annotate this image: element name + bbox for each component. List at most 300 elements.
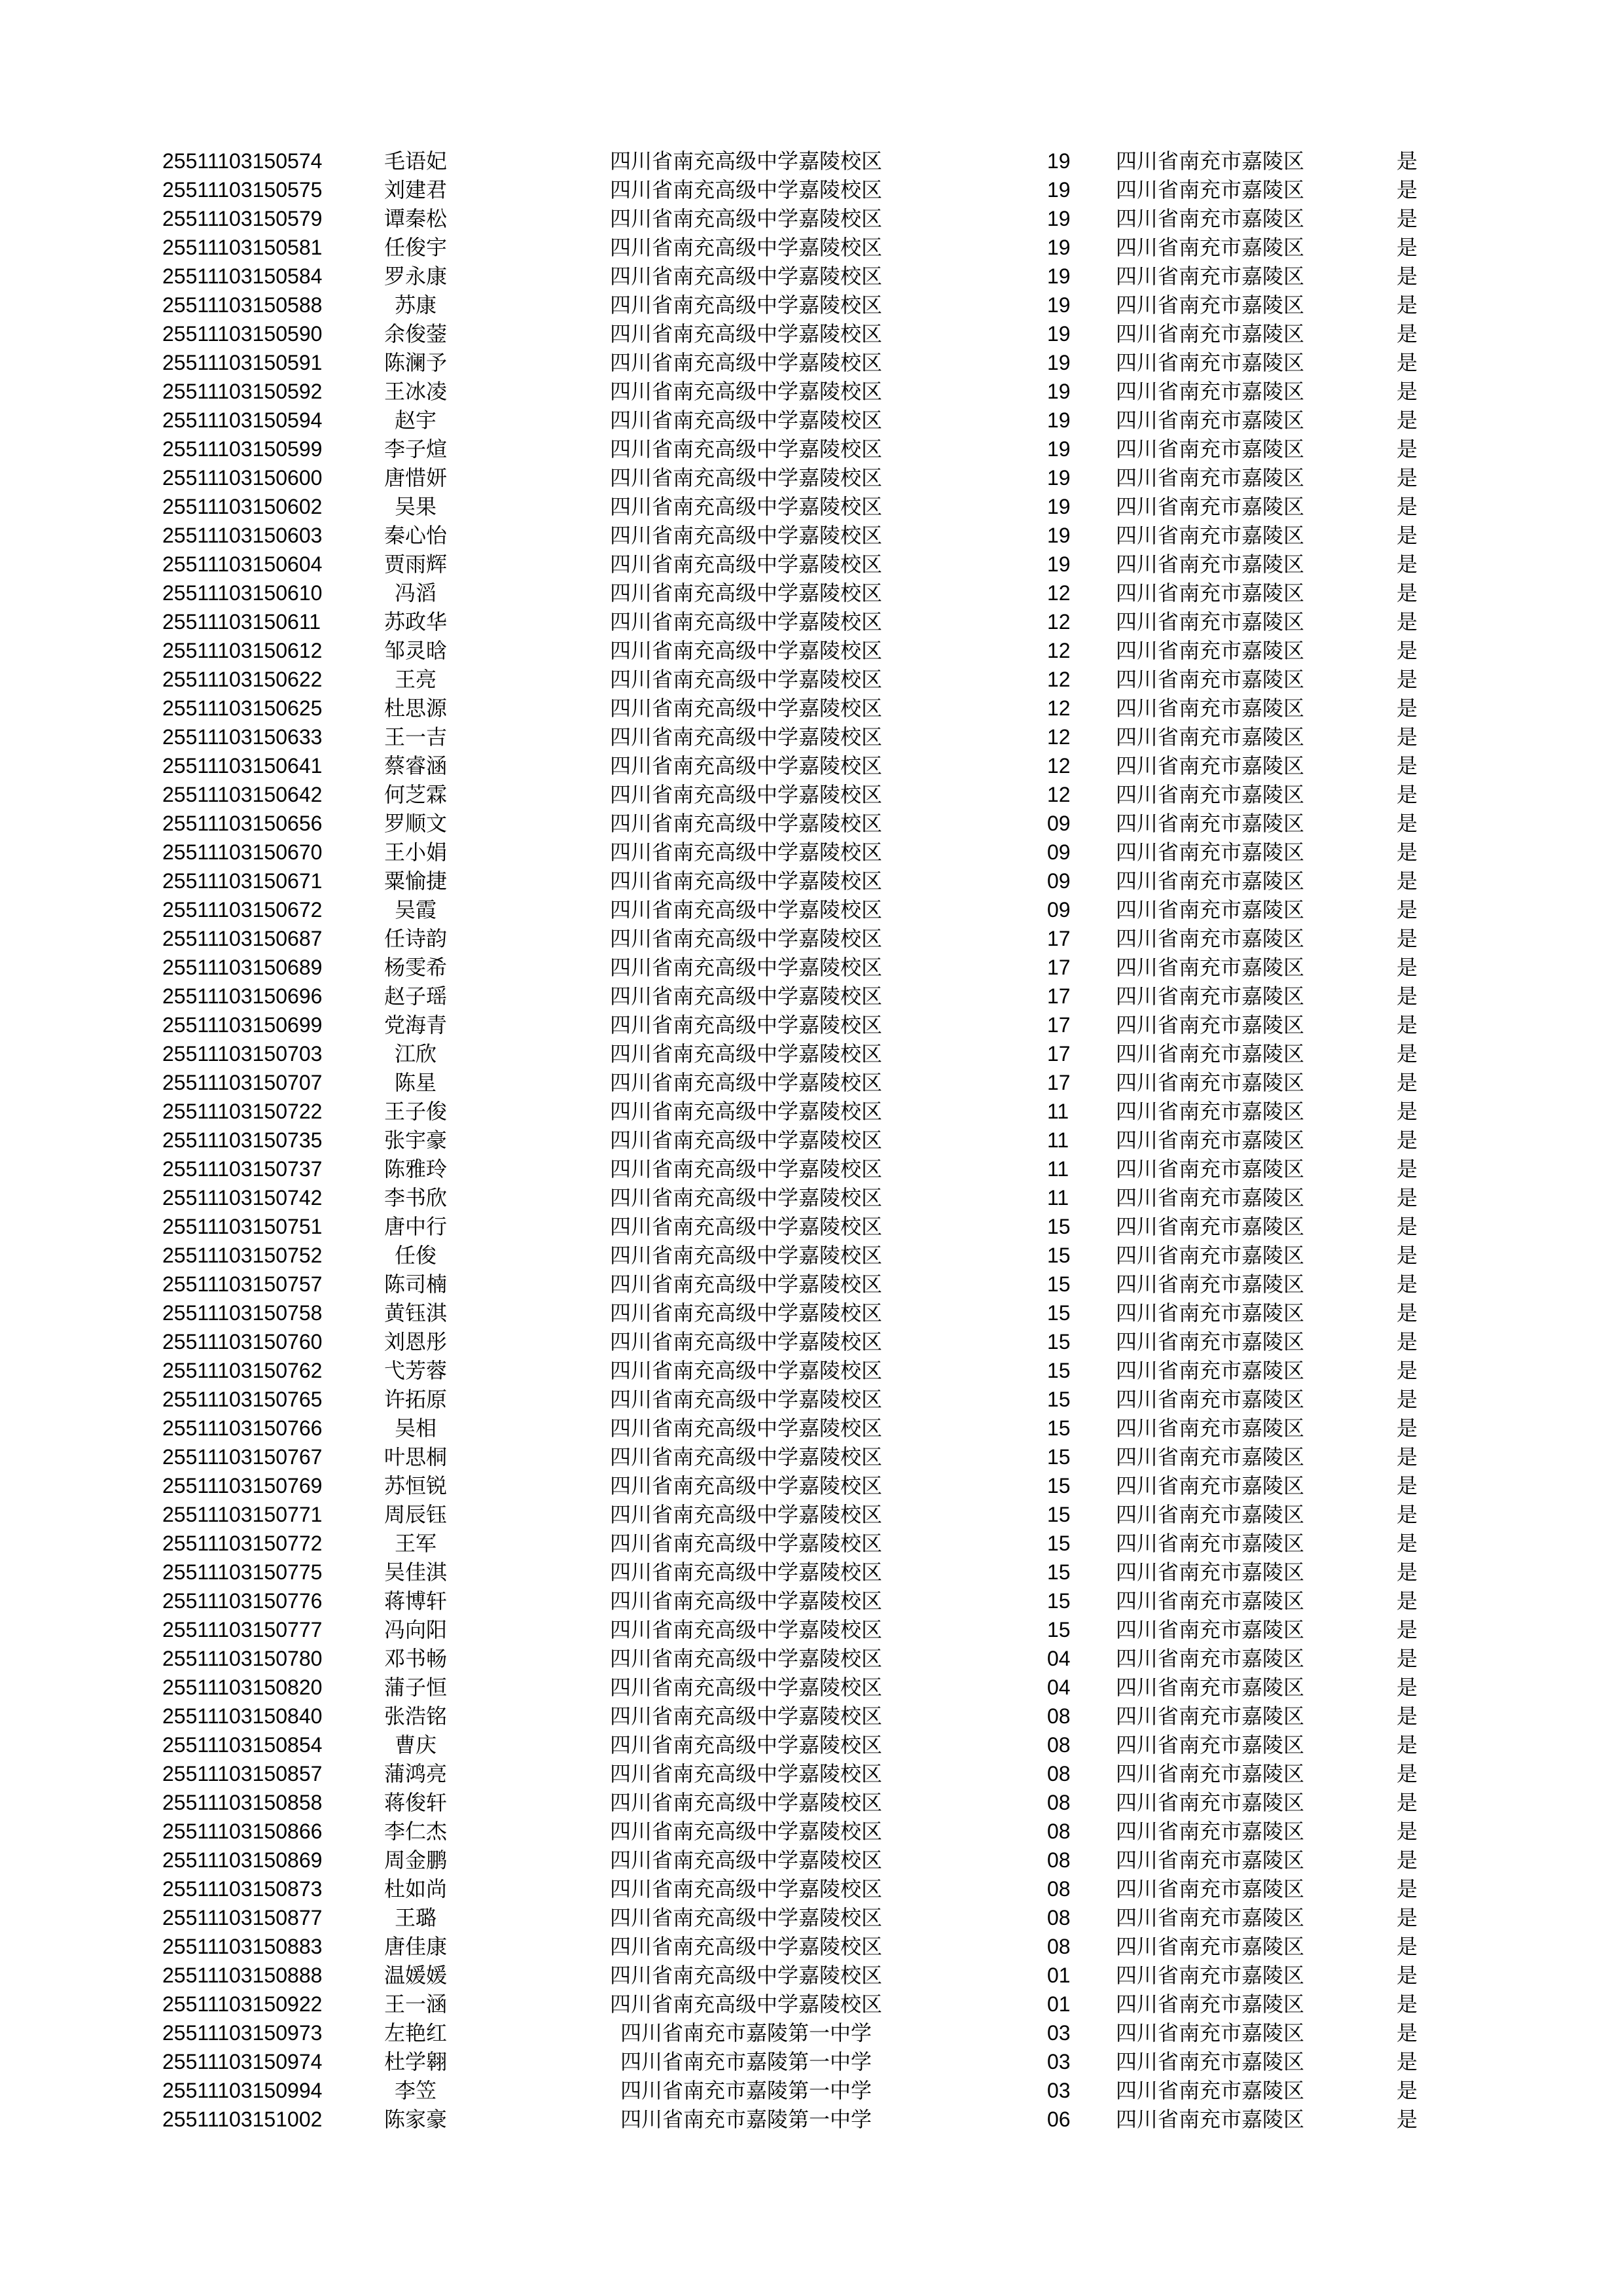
class-number: 04 bbox=[1047, 1676, 1071, 1699]
region-name: 四川省南充市嘉陵区 bbox=[1116, 1732, 1305, 1757]
class-number: 15 bbox=[1047, 1272, 1071, 1296]
student-name: 王军 bbox=[394, 1531, 437, 1556]
class-number: 19 bbox=[1047, 293, 1071, 317]
class-number: 03 bbox=[1047, 2079, 1071, 2102]
region-name: 四川省南充市嘉陵区 bbox=[1116, 1963, 1305, 1988]
student-id: 25511103150699 bbox=[162, 1013, 323, 1037]
class-number: 15 bbox=[1047, 1359, 1071, 1382]
status-flag: 是 bbox=[1396, 609, 1418, 634]
student-id: 25511103150588 bbox=[162, 293, 323, 317]
status-flag: 是 bbox=[1396, 1185, 1418, 1210]
school-name: 四川省南充高级中学嘉陵校区 bbox=[609, 523, 882, 548]
class-number: 12 bbox=[1047, 783, 1071, 806]
class-number: 06 bbox=[1047, 2108, 1071, 2131]
student-id: 25511103150776 bbox=[162, 1589, 323, 1613]
status-flag: 是 bbox=[1396, 581, 1418, 605]
region-name: 四川省南充市嘉陵区 bbox=[1116, 1876, 1305, 1901]
class-number: 15 bbox=[1047, 1532, 1071, 1555]
student-name: 冯滔 bbox=[394, 581, 437, 605]
table-row bbox=[0, 1039, 1623, 1068]
status-flag: 是 bbox=[1396, 206, 1418, 231]
student-name: 王璐 bbox=[394, 1905, 437, 1930]
region-name: 四川省南充市嘉陵区 bbox=[1116, 1790, 1305, 1815]
region-name: 四川省南充市嘉陵区 bbox=[1116, 696, 1305, 721]
class-number: 09 bbox=[1047, 898, 1071, 922]
status-flag: 是 bbox=[1396, 1157, 1418, 1181]
school-name: 四川省南充高级中学嘉陵校区 bbox=[609, 1358, 882, 1383]
status-flag: 是 bbox=[1396, 1473, 1418, 1498]
student-name: 吴相 bbox=[394, 1416, 437, 1441]
table-row bbox=[0, 1126, 1623, 1155]
student-id: 25511103150994 bbox=[162, 2079, 323, 2102]
school-name: 四川省南充高级中学嘉陵校区 bbox=[609, 1934, 882, 1959]
student-name: 李仁杰 bbox=[383, 1819, 447, 1844]
region-name: 四川省南充市嘉陵区 bbox=[1116, 753, 1305, 778]
status-flag: 是 bbox=[1396, 1243, 1418, 1268]
student-id: 25511103150584 bbox=[162, 264, 323, 288]
student-id: 25511103151002 bbox=[162, 2108, 323, 2131]
student-name: 陈雅玲 bbox=[383, 1157, 447, 1181]
region-name: 四川省南充市嘉陵区 bbox=[1116, 1358, 1305, 1383]
status-flag: 是 bbox=[1396, 264, 1418, 289]
school-name: 四川省南充高级中学嘉陵校区 bbox=[609, 1272, 882, 1297]
school-name: 四川省南充高级中学嘉陵校区 bbox=[609, 1963, 882, 1988]
class-number: 03 bbox=[1047, 2050, 1071, 2073]
table-row bbox=[0, 1385, 1623, 1414]
status-flag: 是 bbox=[1396, 1761, 1418, 1786]
student-id: 25511103150594 bbox=[162, 408, 323, 432]
student-name: 李笠 bbox=[394, 2078, 437, 2103]
school-name: 四川省南充市嘉陵第一中学 bbox=[620, 2107, 872, 2132]
school-name: 四川省南充高级中学嘉陵校区 bbox=[609, 177, 882, 202]
class-number: 15 bbox=[1047, 1301, 1071, 1325]
school-name: 四川省南充高级中学嘉陵校区 bbox=[609, 321, 882, 346]
region-name: 四川省南充市嘉陵区 bbox=[1116, 1272, 1305, 1297]
status-flag: 是 bbox=[1396, 2078, 1418, 2103]
status-flag: 是 bbox=[1396, 725, 1418, 749]
class-number: 09 bbox=[1047, 869, 1071, 893]
table-row bbox=[0, 982, 1623, 1011]
school-name: 四川省南充市嘉陵第一中学 bbox=[620, 2078, 872, 2103]
table-row bbox=[0, 1903, 1623, 1932]
student-id: 25511103150752 bbox=[162, 1244, 323, 1267]
region-name: 四川省南充市嘉陵区 bbox=[1116, 1560, 1305, 1585]
table-row bbox=[0, 2105, 1623, 2134]
region-name: 四川省南充市嘉陵区 bbox=[1116, 984, 1305, 1009]
school-name: 四川省南充高级中学嘉陵校区 bbox=[609, 1329, 882, 1354]
school-name: 四川省南充高级中学嘉陵校区 bbox=[609, 264, 882, 289]
table-row bbox=[0, 1183, 1623, 1212]
student-name: 王一涵 bbox=[383, 1992, 447, 2017]
status-flag: 是 bbox=[1396, 1732, 1418, 1757]
school-name: 四川省南充高级中学嘉陵校区 bbox=[609, 696, 882, 721]
student-name: 党海青 bbox=[383, 1013, 447, 1037]
table-row bbox=[0, 867, 1623, 895]
class-number: 08 bbox=[1047, 1906, 1071, 1929]
student-id: 25511103150762 bbox=[162, 1359, 323, 1382]
school-name: 四川省南充高级中学嘉陵校区 bbox=[609, 753, 882, 778]
student-id: 25511103150758 bbox=[162, 1301, 323, 1325]
school-name: 四川省南充高级中学嘉陵校区 bbox=[609, 782, 882, 807]
status-flag: 是 bbox=[1396, 293, 1418, 317]
student-name: 杜如尚 bbox=[383, 1876, 447, 1901]
class-number: 19 bbox=[1047, 322, 1071, 346]
region-name: 四川省南充市嘉陵区 bbox=[1116, 523, 1305, 548]
table-row bbox=[0, 319, 1623, 348]
status-flag: 是 bbox=[1396, 1588, 1418, 1613]
school-name: 四川省南充高级中学嘉陵校区 bbox=[609, 1243, 882, 1268]
table-row bbox=[0, 521, 1623, 550]
region-name: 四川省南充市嘉陵区 bbox=[1116, 1013, 1305, 1037]
status-flag: 是 bbox=[1396, 1272, 1418, 1297]
region-name: 四川省南充市嘉陵区 bbox=[1116, 869, 1305, 893]
school-name: 四川省南充高级中学嘉陵校区 bbox=[609, 206, 882, 231]
student-name: 李书欣 bbox=[383, 1185, 447, 1210]
student-name: 唐惜妍 bbox=[383, 465, 447, 490]
region-name: 四川省南充市嘉陵区 bbox=[1116, 264, 1305, 289]
school-name: 四川省南充高级中学嘉陵校区 bbox=[609, 552, 882, 577]
table-row bbox=[0, 636, 1623, 665]
table-row bbox=[0, 1558, 1623, 1587]
student-id: 25511103150765 bbox=[162, 1388, 323, 1411]
student-name: 秦心怡 bbox=[383, 523, 447, 548]
school-name: 四川省南充高级中学嘉陵校区 bbox=[609, 1675, 882, 1700]
class-number: 17 bbox=[1047, 927, 1071, 950]
table-row bbox=[0, 1097, 1623, 1126]
table-row bbox=[0, 1414, 1623, 1443]
student-name: 陈星 bbox=[394, 1070, 437, 1095]
class-number: 15 bbox=[1047, 1388, 1071, 1411]
status-flag: 是 bbox=[1396, 1214, 1418, 1239]
table-row bbox=[0, 2047, 1623, 2076]
table-row bbox=[0, 2018, 1623, 2047]
school-name: 四川省南充高级中学嘉陵校区 bbox=[609, 955, 882, 980]
region-name: 四川省南充市嘉陵区 bbox=[1116, 2049, 1305, 2074]
student-id: 25511103150742 bbox=[162, 1186, 323, 1210]
class-number: 19 bbox=[1047, 524, 1071, 547]
status-flag: 是 bbox=[1396, 1819, 1418, 1844]
school-name: 四川省南充高级中学嘉陵校区 bbox=[609, 667, 882, 692]
region-name: 四川省南充市嘉陵区 bbox=[1116, 840, 1305, 865]
student-name: 杜思源 bbox=[383, 696, 447, 721]
region-name: 四川省南充市嘉陵区 bbox=[1116, 1041, 1305, 1066]
region-name: 四川省南充市嘉陵区 bbox=[1116, 897, 1305, 922]
region-name: 四川省南充市嘉陵区 bbox=[1116, 1444, 1305, 1469]
student-name: 贾雨辉 bbox=[383, 552, 447, 577]
status-flag: 是 bbox=[1396, 1790, 1418, 1815]
school-name: 四川省南充高级中学嘉陵校区 bbox=[609, 1992, 882, 2017]
status-flag: 是 bbox=[1396, 1905, 1418, 1930]
student-name: 王小娟 bbox=[383, 840, 447, 865]
school-name: 四川省南充高级中学嘉陵校区 bbox=[609, 494, 882, 519]
table-row bbox=[0, 147, 1623, 175]
class-number: 11 bbox=[1047, 1157, 1069, 1181]
table-row bbox=[0, 492, 1623, 521]
region-name: 四川省南充市嘉陵区 bbox=[1116, 926, 1305, 951]
student-name: 弋芳蓉 bbox=[383, 1358, 447, 1383]
status-flag: 是 bbox=[1396, 1387, 1418, 1412]
school-name: 四川省南充高级中学嘉陵校区 bbox=[609, 1848, 882, 1873]
school-name: 四川省南充高级中学嘉陵校区 bbox=[609, 1416, 882, 1441]
status-flag: 是 bbox=[1396, 2107, 1418, 2132]
student-name: 杨雯希 bbox=[383, 955, 447, 980]
region-name: 四川省南充市嘉陵区 bbox=[1116, 494, 1305, 519]
student-name: 任诗韵 bbox=[383, 926, 447, 951]
status-flag: 是 bbox=[1396, 926, 1418, 951]
school-name: 四川省南充高级中学嘉陵校区 bbox=[609, 408, 882, 433]
table-row bbox=[0, 2076, 1623, 2105]
student-id: 25511103150600 bbox=[162, 466, 323, 490]
school-name: 四川省南充高级中学嘉陵校区 bbox=[609, 235, 882, 260]
class-number: 09 bbox=[1047, 840, 1071, 864]
status-flag: 是 bbox=[1396, 1300, 1418, 1325]
student-name: 王亮 bbox=[394, 667, 437, 692]
student-id: 25511103150854 bbox=[162, 1733, 323, 1757]
student-name: 蒋俊轩 bbox=[383, 1790, 447, 1815]
status-flag: 是 bbox=[1396, 1531, 1418, 1556]
student-name: 吴霞 bbox=[394, 897, 437, 922]
school-name: 四川省南充高级中学嘉陵校区 bbox=[609, 1704, 882, 1729]
status-flag: 是 bbox=[1396, 1992, 1418, 2017]
status-flag: 是 bbox=[1396, 1013, 1418, 1037]
school-name: 四川省南充高级中学嘉陵校区 bbox=[609, 840, 882, 865]
table-row bbox=[0, 1068, 1623, 1097]
school-name: 四川省南充高级中学嘉陵校区 bbox=[609, 638, 882, 663]
class-number: 15 bbox=[1047, 1474, 1071, 1498]
class-number: 08 bbox=[1047, 1820, 1071, 1843]
status-flag: 是 bbox=[1396, 1502, 1418, 1527]
status-flag: 是 bbox=[1396, 984, 1418, 1009]
class-number: 08 bbox=[1047, 1791, 1071, 1814]
status-flag: 是 bbox=[1396, 869, 1418, 893]
school-name: 四川省南充高级中学嘉陵校区 bbox=[609, 1157, 882, 1181]
class-number: 11 bbox=[1047, 1100, 1069, 1123]
table-row bbox=[0, 406, 1623, 435]
region-name: 四川省南充市嘉陵区 bbox=[1116, 638, 1305, 663]
region-name: 四川省南充市嘉陵区 bbox=[1116, 465, 1305, 490]
region-name: 四川省南充市嘉陵区 bbox=[1116, 609, 1305, 634]
school-name: 四川省南充高级中学嘉陵校区 bbox=[609, 984, 882, 1009]
class-number: 08 bbox=[1047, 1733, 1071, 1757]
table-row bbox=[0, 1212, 1623, 1241]
student-id: 25511103150599 bbox=[162, 437, 323, 461]
status-flag: 是 bbox=[1396, 177, 1418, 202]
status-flag: 是 bbox=[1396, 494, 1418, 519]
student-id: 25511103150696 bbox=[162, 984, 323, 1008]
student-id: 25511103150722 bbox=[162, 1100, 323, 1123]
student-id: 25511103150888 bbox=[162, 1964, 323, 1987]
status-flag: 是 bbox=[1396, 1416, 1418, 1441]
class-number: 15 bbox=[1047, 1503, 1071, 1526]
class-number: 11 bbox=[1047, 1186, 1069, 1210]
region-name: 四川省南充市嘉陵区 bbox=[1116, 1099, 1305, 1124]
class-number: 09 bbox=[1047, 812, 1071, 835]
class-number: 12 bbox=[1047, 610, 1071, 634]
region-name: 四川省南充市嘉陵区 bbox=[1116, 1531, 1305, 1556]
school-name: 四川省南充高级中学嘉陵校区 bbox=[609, 581, 882, 605]
table-row bbox=[0, 291, 1623, 319]
student-id: 25511103150840 bbox=[162, 1704, 323, 1728]
student-name: 叶思桐 bbox=[383, 1444, 447, 1469]
student-name: 冯向阳 bbox=[383, 1617, 447, 1642]
student-id: 25511103150603 bbox=[162, 524, 323, 547]
school-name: 四川省南充高级中学嘉陵校区 bbox=[609, 1531, 882, 1556]
table-row bbox=[0, 1241, 1623, 1270]
school-name: 四川省南充高级中学嘉陵校区 bbox=[609, 869, 882, 893]
class-number: 11 bbox=[1047, 1128, 1069, 1152]
table-row bbox=[0, 809, 1623, 838]
student-id: 25511103150757 bbox=[162, 1272, 323, 1296]
school-name: 四川省南充高级中学嘉陵校区 bbox=[609, 1876, 882, 1901]
region-name: 四川省南充市嘉陵区 bbox=[1116, 408, 1305, 433]
student-id: 25511103150642 bbox=[162, 783, 323, 806]
region-name: 四川省南充市嘉陵区 bbox=[1116, 149, 1305, 173]
region-name: 四川省南充市嘉陵区 bbox=[1116, 1300, 1305, 1325]
class-number: 08 bbox=[1047, 1704, 1071, 1728]
status-flag: 是 bbox=[1396, 2049, 1418, 2074]
table-row bbox=[0, 1874, 1623, 1903]
class-number: 19 bbox=[1047, 380, 1071, 403]
status-flag: 是 bbox=[1396, 782, 1418, 807]
school-name: 四川省南充高级中学嘉陵校区 bbox=[609, 1646, 882, 1671]
school-name: 四川省南充高级中学嘉陵校区 bbox=[609, 811, 882, 836]
table-row bbox=[0, 1615, 1623, 1644]
school-name: 四川省南充市嘉陵第一中学 bbox=[620, 2020, 872, 2045]
class-number: 15 bbox=[1047, 1445, 1071, 1469]
student-id: 25511103150602 bbox=[162, 495, 323, 518]
status-flag: 是 bbox=[1396, 897, 1418, 922]
status-flag: 是 bbox=[1396, 638, 1418, 663]
table-row bbox=[0, 1529, 1623, 1558]
student-name: 毛语妃 bbox=[383, 149, 447, 173]
class-number: 12 bbox=[1047, 754, 1071, 778]
school-name: 四川省南充高级中学嘉陵校区 bbox=[609, 1819, 882, 1844]
student-id: 25511103150766 bbox=[162, 1416, 323, 1440]
region-name: 四川省南充市嘉陵区 bbox=[1116, 293, 1305, 317]
region-name: 四川省南充市嘉陵区 bbox=[1116, 177, 1305, 202]
status-flag: 是 bbox=[1396, 811, 1418, 836]
table-row bbox=[0, 1673, 1623, 1702]
class-number: 04 bbox=[1047, 1647, 1071, 1670]
class-number: 19 bbox=[1047, 207, 1071, 230]
student-id: 25511103150869 bbox=[162, 1848, 323, 1872]
table-row bbox=[0, 723, 1623, 751]
class-number: 08 bbox=[1047, 1935, 1071, 1958]
region-name: 四川省南充市嘉陵区 bbox=[1116, 1214, 1305, 1239]
table-row bbox=[0, 694, 1623, 723]
status-flag: 是 bbox=[1396, 552, 1418, 577]
student-id: 25511103150671 bbox=[162, 869, 323, 893]
class-number: 08 bbox=[1047, 1877, 1071, 1901]
status-flag: 是 bbox=[1396, 1560, 1418, 1585]
table-row bbox=[0, 1500, 1623, 1529]
student-id: 25511103150780 bbox=[162, 1647, 323, 1670]
student-id: 25511103150604 bbox=[162, 552, 323, 576]
table-row bbox=[0, 924, 1623, 953]
school-name: 四川省南充高级中学嘉陵校区 bbox=[609, 1502, 882, 1527]
status-flag: 是 bbox=[1396, 955, 1418, 980]
school-name: 四川省南充高级中学嘉陵校区 bbox=[609, 1099, 882, 1124]
student-name: 蒲鸿亮 bbox=[383, 1761, 447, 1786]
student-id: 25511103150737 bbox=[162, 1157, 323, 1181]
status-flag: 是 bbox=[1396, 1329, 1418, 1354]
region-name: 四川省南充市嘉陵区 bbox=[1116, 1704, 1305, 1729]
class-number: 15 bbox=[1047, 1330, 1071, 1354]
student-id: 25511103150775 bbox=[162, 1560, 323, 1584]
status-flag: 是 bbox=[1396, 840, 1418, 865]
table-row bbox=[0, 1443, 1623, 1471]
region-name: 四川省南充市嘉陵区 bbox=[1116, 1905, 1305, 1930]
region-name: 四川省南充市嘉陵区 bbox=[1116, 811, 1305, 836]
school-name: 四川省南充高级中学嘉陵校区 bbox=[609, 1761, 882, 1786]
student-id: 25511103150974 bbox=[162, 2050, 323, 2073]
student-id: 25511103150670 bbox=[162, 840, 323, 864]
class-number: 12 bbox=[1047, 639, 1071, 662]
class-number: 17 bbox=[1047, 1042, 1071, 1066]
school-name: 四川省南充市嘉陵第一中学 bbox=[620, 2049, 872, 2074]
table-row bbox=[0, 1587, 1623, 1615]
region-name: 四川省南充市嘉陵区 bbox=[1116, 1185, 1305, 1210]
student-name: 陈司楠 bbox=[383, 1272, 447, 1297]
student-name: 罗永康 bbox=[383, 264, 447, 289]
class-number: 19 bbox=[1047, 408, 1071, 432]
table-row bbox=[0, 348, 1623, 377]
class-number: 12 bbox=[1047, 668, 1071, 691]
student-name: 李子煊 bbox=[383, 437, 447, 461]
school-name: 四川省南充高级中学嘉陵校区 bbox=[609, 609, 882, 634]
table-row bbox=[0, 204, 1623, 233]
status-flag: 是 bbox=[1396, 2020, 1418, 2045]
class-number: 19 bbox=[1047, 552, 1071, 576]
region-name: 四川省南充市嘉陵区 bbox=[1116, 1675, 1305, 1700]
student-name: 赵宇 bbox=[394, 408, 437, 433]
class-number: 19 bbox=[1047, 351, 1071, 374]
table-row bbox=[0, 780, 1623, 809]
status-flag: 是 bbox=[1396, 523, 1418, 548]
status-flag: 是 bbox=[1396, 1358, 1418, 1383]
school-name: 四川省南充高级中学嘉陵校区 bbox=[609, 1617, 882, 1642]
school-name: 四川省南充高级中学嘉陵校区 bbox=[609, 1790, 882, 1815]
table-row bbox=[0, 1702, 1623, 1731]
table-row bbox=[0, 1990, 1623, 2018]
region-name: 四川省南充市嘉陵区 bbox=[1116, 1646, 1305, 1671]
student-id: 25511103150922 bbox=[162, 1992, 323, 2016]
status-flag: 是 bbox=[1396, 437, 1418, 461]
table-row bbox=[0, 1011, 1623, 1039]
status-flag: 是 bbox=[1396, 1128, 1418, 1153]
status-flag: 是 bbox=[1396, 1041, 1418, 1066]
student-name: 蒋博轩 bbox=[383, 1588, 447, 1613]
school-name: 四川省南充高级中学嘉陵校区 bbox=[609, 1128, 882, 1153]
student-name: 刘建君 bbox=[383, 177, 447, 202]
student-id: 25511103150858 bbox=[162, 1791, 323, 1814]
table-row bbox=[0, 1644, 1623, 1673]
school-name: 四川省南充高级中学嘉陵校区 bbox=[609, 1588, 882, 1613]
school-name: 四川省南充高级中学嘉陵校区 bbox=[609, 1300, 882, 1325]
region-name: 四川省南充市嘉陵区 bbox=[1116, 321, 1305, 346]
table-row bbox=[0, 1155, 1623, 1183]
class-number: 19 bbox=[1047, 236, 1071, 259]
status-flag: 是 bbox=[1396, 1704, 1418, 1729]
class-number: 08 bbox=[1047, 1762, 1071, 1785]
student-name: 张浩铭 bbox=[383, 1704, 447, 1729]
student-id: 25511103150592 bbox=[162, 380, 323, 403]
student-name: 杜学翱 bbox=[383, 2049, 447, 2074]
student-name: 左艳红 bbox=[383, 2020, 447, 2045]
table-row bbox=[0, 838, 1623, 867]
status-flag: 是 bbox=[1396, 696, 1418, 721]
table-row bbox=[0, 262, 1623, 291]
